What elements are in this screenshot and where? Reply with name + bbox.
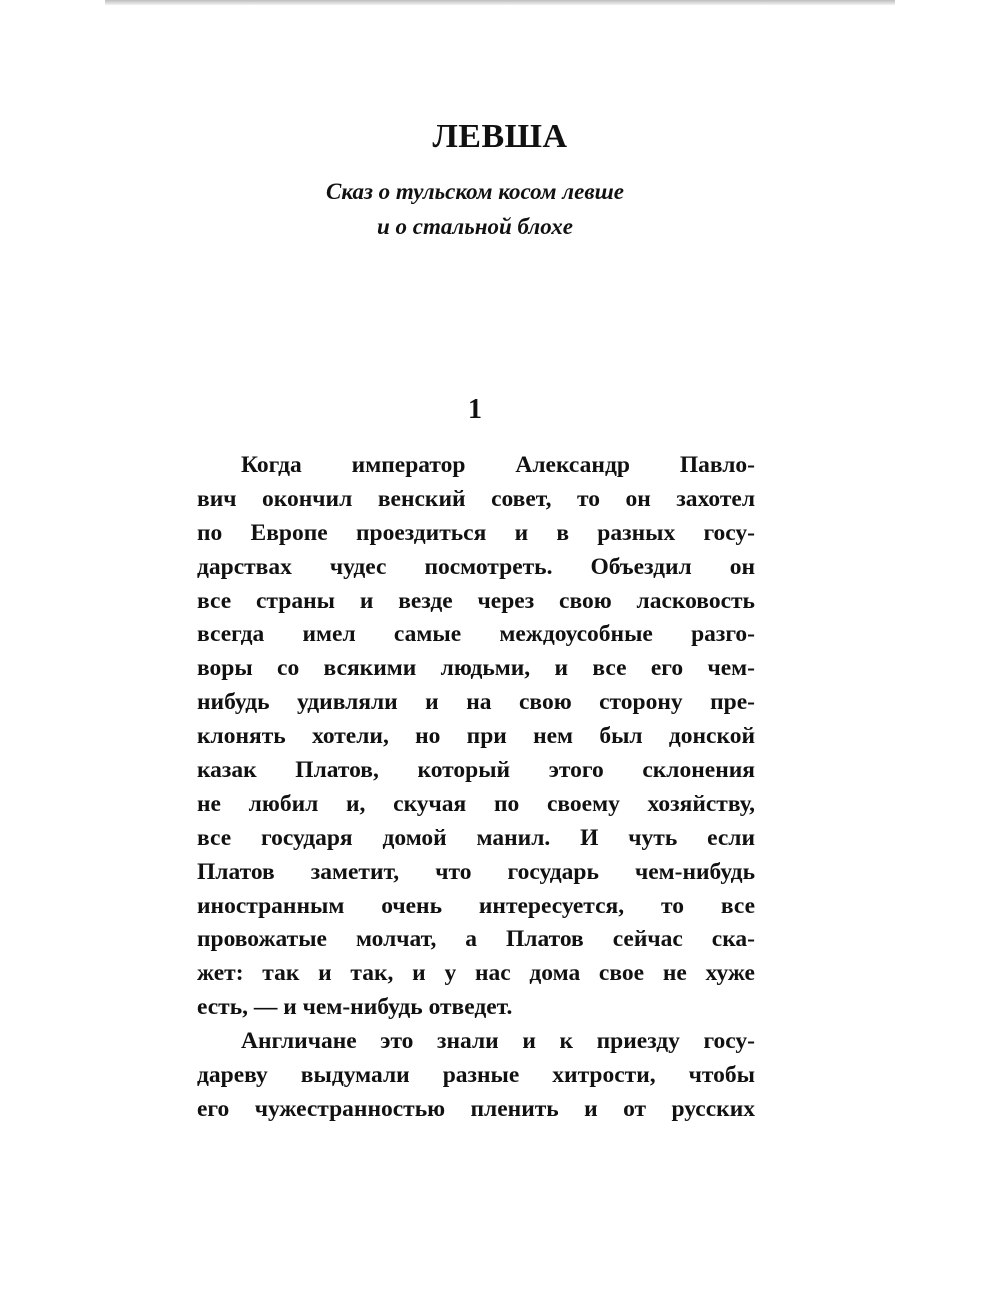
text-line: всегда имел самые междоусобные разго- — [197, 621, 755, 648]
text-line: Когда император Александр Павло- — [241, 452, 755, 478]
text-line: воры со всякими людьми, и все его чем- — [197, 655, 755, 682]
subtitle-line: и о стальной блохе — [377, 214, 573, 239]
text-line: его чужестранностью пленить и от русских — [197, 1095, 755, 1122]
text-line: все государя домой манил. И чуть если — [197, 824, 755, 851]
text-line: есть, — и чем-нибудь отведет. — [197, 994, 513, 1021]
chapter-number: 1 — [468, 394, 482, 425]
text-line: жет: так и так, и у нас дома свое не хуже — [197, 960, 755, 987]
subtitle — [0, 174, 950, 244]
text-line: казак Платов, который этого склонения — [197, 757, 755, 784]
page-top-edge — [105, 0, 895, 5]
text-line: нибудь удивляли и на свою сторону пре- — [197, 689, 755, 716]
text-line: по Европе проездиться и в разных госу- — [197, 519, 755, 546]
text-line: дареву выдумали разные хитрости, чтобы — [197, 1062, 755, 1089]
text-line: провожатые молчат, а Платов сейчас ска- — [197, 926, 755, 953]
text-line: иностранным очень интересуется, то все — [197, 892, 755, 919]
page-title: ЛЕВША — [432, 118, 568, 155]
text-line: Платов заметит, что государь чем-нибудь — [197, 858, 755, 885]
text-line: дарствах чудес посмотреть. Объездил он — [197, 553, 755, 580]
text-line: вич окончил венский совет, то он захотел — [197, 485, 755, 512]
text-line: все страны и везде через свою ласковость — [197, 587, 755, 614]
text-line: не любил и, скучая по своему хозяйству, — [197, 790, 755, 817]
text-line: Англичане это знали и к приезду госу- — [241, 1028, 755, 1055]
subtitle-line: Сказ о тульском косом левше — [326, 179, 624, 204]
text-line: клонять хотели, но при нем был донской — [197, 723, 755, 750]
body-text — [197, 449, 755, 1127]
